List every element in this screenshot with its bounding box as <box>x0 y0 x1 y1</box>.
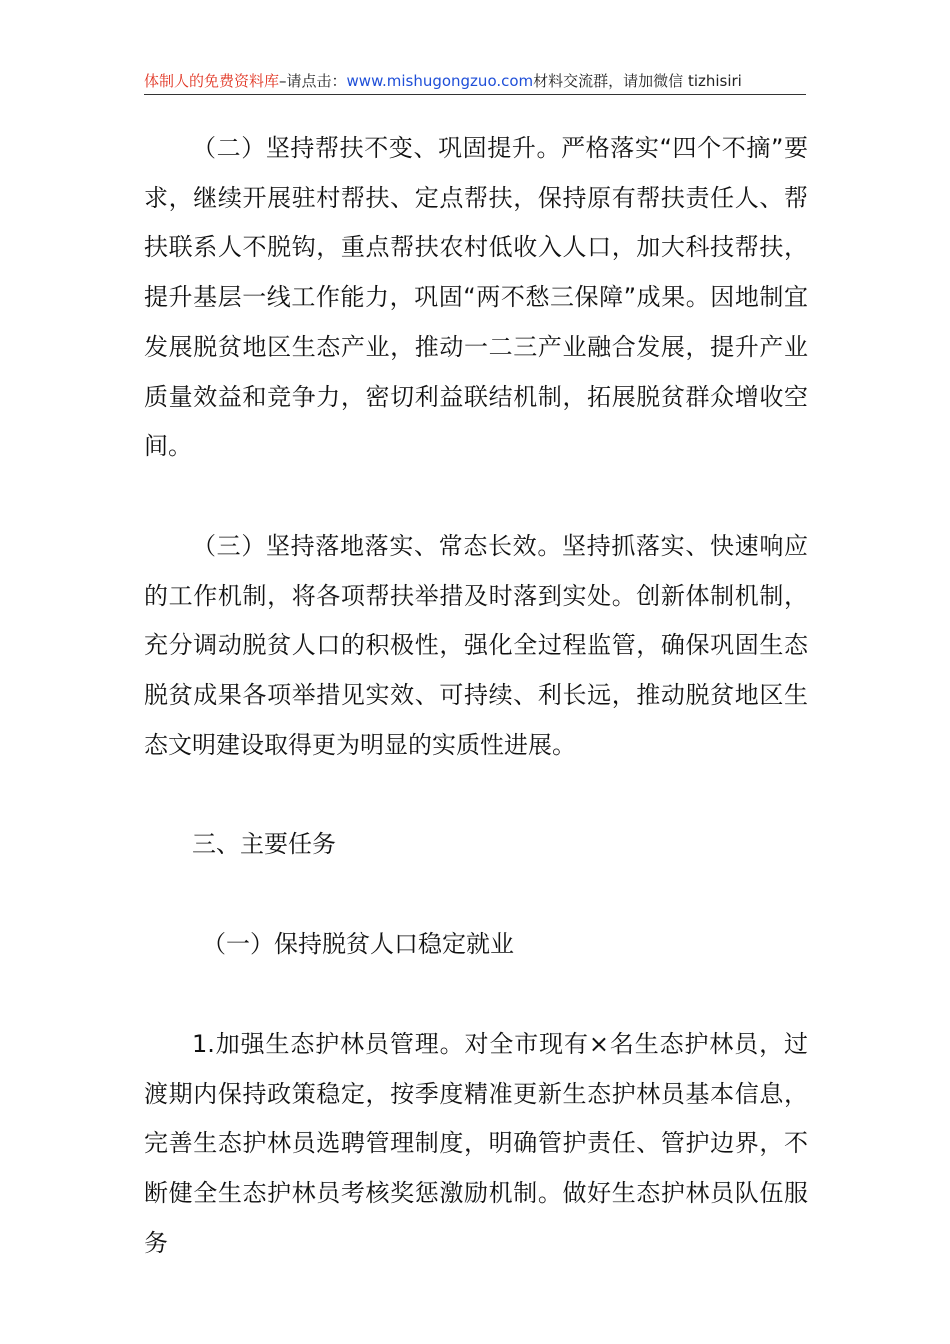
section-title: 三、主要任务 <box>192 830 336 859</box>
header-prompt: –请点击： <box>279 72 347 90</box>
header-url-link[interactable]: www.mishugongzuo.com <box>346 72 534 90</box>
paragraph-gap <box>144 472 808 522</box>
paragraph-principle-2: （二）坚持帮扶不变、巩固提升。严格落实“四个不摘”要求，继续开展驻村帮扶、定点帮扶，保持原有帮扶责任人、帮扶联系人不脱钩，重点帮扶农村低收入人口，加大科技帮扶，提升基层一线工作能力，巩固“两不愁三保障”成果。因地制宜发展脱贫地区生态产业，推动一二三产业融合发展，提升产业质量效益和竞争力，密切利益联结机制，拓展脱贫群众增收空间。 <box>144 134 808 461</box>
header-brand: 体制人的免费资料库 <box>144 72 280 90</box>
subsection-title: （一）保持脱贫人口稳定就业 <box>202 930 514 959</box>
paragraph-gap <box>144 870 808 920</box>
paragraph-gap <box>144 770 808 820</box>
paragraph-principle-3: （三）坚持落地落实、常态长效。坚持抓落实、快速响应的工作机制，将各项帮扶举措及时落到实处。创新体制机制，充分调动脱贫人口的积极性，强化全过程监管，确保巩固生态脱贫成果各项举措见实效、可持续、利长远，推动脱贫地区生态文明建设取得更为明显的实质性进展。 <box>144 531 808 759</box>
header-suffix: 材料交流群，请加微信 tizhisiri <box>533 72 742 90</box>
document-body <box>144 124 808 1268</box>
paragraph-task-1: 1.加强生态护林员管理。对全市现有×名生态护林员，过渡期内保持政策稳定，按季度精准更新生态护林员基本信息，完善生态护林员选聘管理制度，明确管护责任、管护边界，不断健全生态护林员考核奖惩激励机制。做好生态护林员队伍服务 <box>144 1029 808 1257</box>
page-header <box>144 70 806 95</box>
paragraph-gap <box>144 970 808 1020</box>
